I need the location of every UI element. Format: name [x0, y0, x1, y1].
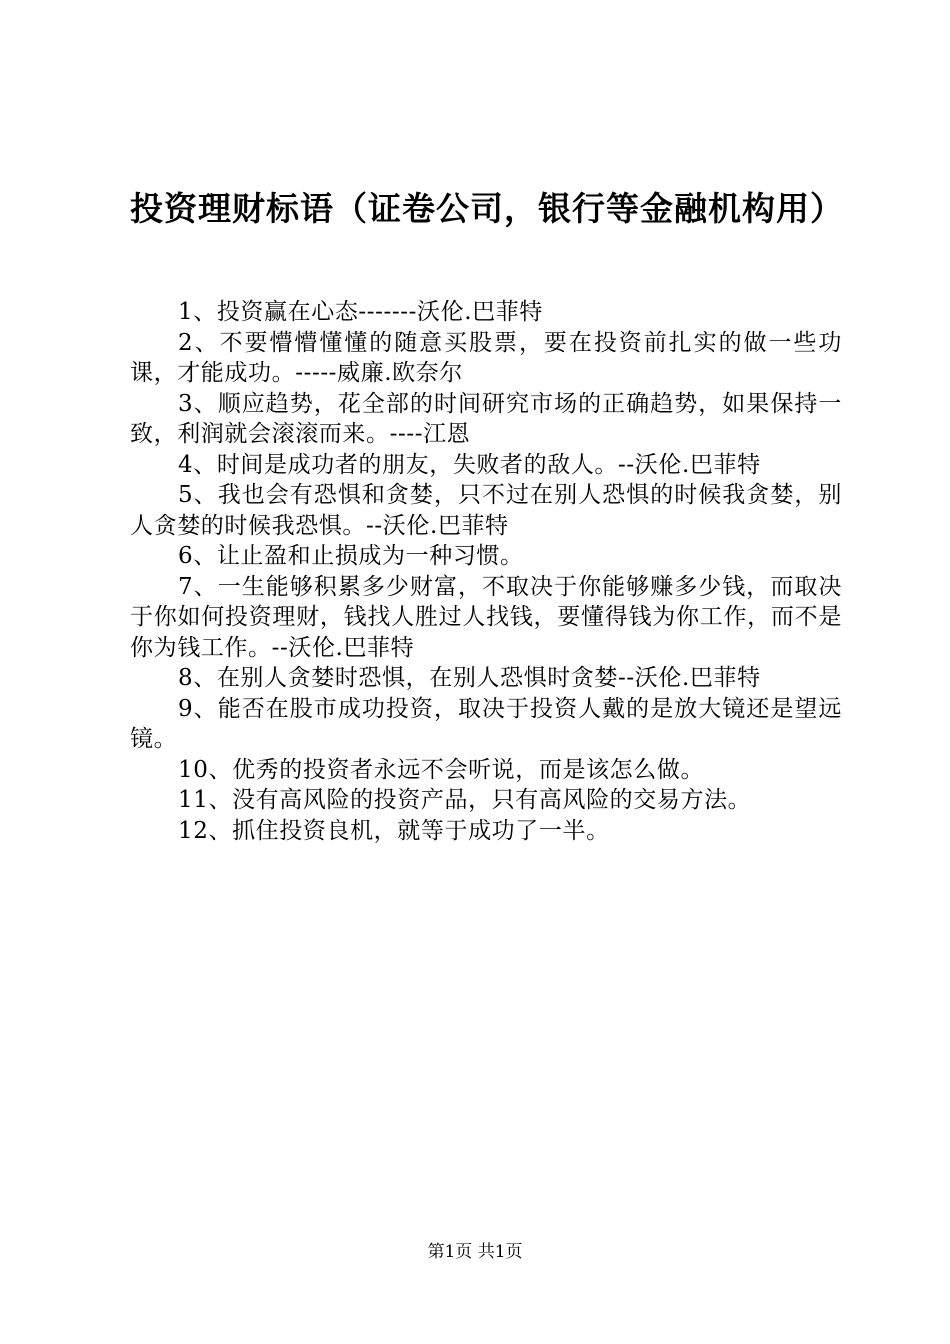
slogan-item-2: 2、不要懵懵懂懂的随意买股票，要在投资前扎实的做一些功课，才能成功。-----威廉.欧奈尔	[130, 329, 842, 386]
slogan-item-10: 10、优秀的投资者永远不会听说，而是该怎么做。	[178, 756, 705, 783]
slogan-item-11: 11、没有高风险的投资产品，只有高风险的交易方法。	[178, 787, 752, 813]
slogan-item-4: 4、时间是成功者的朋友，失败者的敌人。--沃伦.巴菲特	[178, 451, 761, 478]
slogan-item-3: 3、顺应趋势，花全部的时间研究市场的正确趋势，如果保持一致，利润就会滚滚而来。----江恩	[130, 390, 842, 447]
slogan-item-5: 5、我也会有恐惧和贪婪，只不过在别人恐惧的时候我贪婪，别人贪婪的时候我恐惧。--沃伦.巴菲特	[130, 482, 842, 539]
slogan-item-12: 12、抓住投资良机，就等于成功了一半。	[178, 817, 610, 844]
page-title: 投资理财标语（证卷公司，银行等金融机构用）	[130, 189, 844, 228]
slogan-item-8: 8、在别人贪婪时恐惧，在别人恐惧时贪婪--沃伦.巴菲特	[178, 665, 761, 691]
slogan-item-9: 9、能否在股市成功投资，取决于投资人戴的是放大镜还是望远镜。	[130, 695, 842, 752]
slogan-item-1: 1、投资赢在心态-------沃伦.巴菲特	[178, 299, 543, 325]
slogan-item-6: 6、让止盈和止损成为一种习惯。	[178, 543, 524, 569]
slogan-item-7: 7、一生能够积累多少财富，不取决于你能够赚多少钱，而取决于你如何投资理财，钱找人胜过人找钱，要懂得钱为你工作，而不是你为钱工作。--沃伦.巴菲特	[130, 573, 842, 661]
slogan-list	[130, 297, 842, 846]
page-footer: 第1页 共1页	[427, 1242, 523, 1262]
